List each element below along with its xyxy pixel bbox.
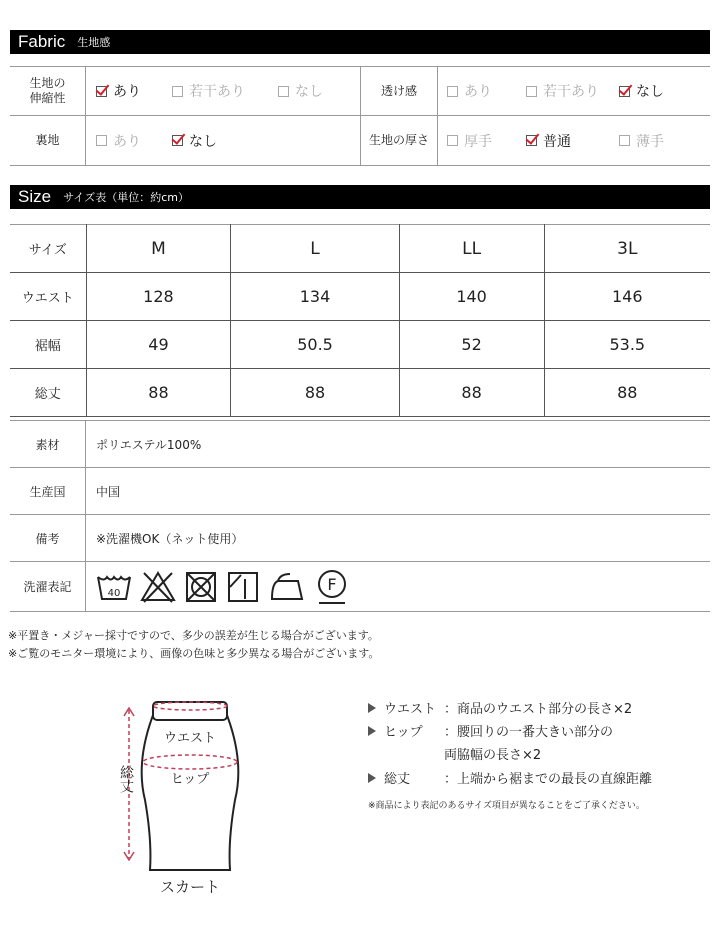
waistband (153, 702, 227, 720)
no-bleach-icon (142, 573, 174, 602)
table-cell: 88 (544, 369, 710, 417)
svg-text:40: 40 (107, 587, 121, 599)
size-title: Size (18, 187, 52, 206)
lining-option-no: なし (172, 116, 217, 165)
table-cell: 52 (399, 321, 544, 369)
care-icons (86, 562, 356, 611)
checkbox-checked-icon (172, 135, 183, 146)
checkbox-checked-icon (526, 135, 537, 146)
origin-value: 中国 (96, 484, 121, 499)
thickness-option-thick: 厚手 (447, 116, 492, 165)
note-1: ※平置き・メジャー採寸ですので、多少の誤差が生じる場合がございます。 (8, 629, 379, 642)
table-cell: 88 (86, 369, 231, 417)
sheer-label: 透け感 (360, 67, 438, 115)
diagram-hip-label: ヒップ (170, 772, 210, 787)
stretch-label: 生地の 伸縮性 (10, 67, 86, 115)
desc-hip: ヒップ ：腰回りの一番大きい部分の (368, 721, 613, 740)
remarks-label: 備考 (10, 515, 86, 561)
checkbox-checked-icon (96, 86, 107, 97)
fabric-subtitle: 生地感 (77, 36, 111, 49)
size-table (10, 224, 710, 417)
product-info-table (10, 420, 710, 612)
size-3l: 3L (544, 225, 710, 273)
row-label-length: 総丈 (10, 369, 86, 417)
table-cell: 50.5 (231, 321, 399, 369)
fabric-table (10, 66, 710, 166)
desc-length: 総丈 ：上端から裾までの最長の直線距離 (368, 768, 652, 787)
table-cell: 88 (231, 369, 399, 417)
thickness-label: 生地の厚さ (360, 116, 438, 165)
sheer-option-slight: 若干あり (526, 67, 599, 115)
iron-low-icon (272, 574, 302, 599)
fabric-header (10, 30, 710, 54)
triangle-icon (368, 703, 376, 713)
table-cell: 134 (231, 273, 399, 321)
checkbox-empty-icon (447, 86, 458, 97)
care-symbols (96, 569, 356, 605)
triangle-icon (368, 726, 376, 736)
table-cell: 53.5 (544, 321, 710, 369)
thickness-option-normal: 普通 (526, 116, 571, 165)
table-cell: 49 (86, 321, 231, 369)
table-cell: 128 (86, 273, 231, 321)
table-cell: 140 (399, 273, 544, 321)
triangle-icon (368, 773, 376, 783)
skirt-diagram (110, 690, 270, 895)
table-cell: 146 (544, 273, 710, 321)
stretch-option-no: なし (278, 67, 323, 115)
desc-hip-cont: 両脇幅の長さ×2 (444, 748, 542, 763)
remarks-value: ※洗濯機OK（ネット使用） (96, 531, 244, 546)
material-label: 素材 (10, 421, 86, 467)
care-label: 洗濯表記 (10, 562, 86, 611)
stretch-option-yes: あり (96, 67, 141, 115)
size-subtitle: サイズ表（単位：約cm） (63, 191, 189, 204)
row-label-waist: ウエスト (10, 273, 86, 321)
size-corner: サイズ (10, 225, 86, 273)
wash-40-icon (98, 577, 130, 599)
no-tumble-dry-icon (187, 573, 215, 601)
row-label-hem: 裾幅 (10, 321, 86, 369)
checkbox-empty-icon (96, 135, 107, 146)
note-2: ※ご覧のモニター環境により、画像の色味と多少異なる場合がございます。 (8, 647, 380, 660)
sheer-option-no: なし (619, 67, 664, 115)
desc-waist: ウエスト ：商品のウエスト部分の長さ×2 (368, 698, 632, 717)
size-item-note: ※商品により表記のあるサイズ項目が異なることをご了承ください。 (368, 801, 645, 811)
diagram-length-label: 総丈 (118, 765, 134, 793)
size-l: L (231, 225, 399, 273)
diagram-waist-label: ウエスト (163, 731, 217, 746)
hip-line (143, 755, 237, 769)
fabric-title: Fabric (18, 32, 66, 51)
table-cell: 88 (399, 369, 544, 417)
size-ll: LL (399, 225, 544, 273)
lining-option-yes: あり (96, 116, 141, 165)
dry-clean-f-icon (319, 571, 345, 603)
sheer-option-yes: あり (447, 67, 492, 115)
svg-text:F: F (327, 574, 337, 594)
drip-dry-icon (229, 573, 257, 601)
lining-label: 裏地 (10, 116, 86, 165)
checkbox-empty-icon (278, 86, 289, 97)
diagram-name-label: スカート (159, 878, 221, 895)
size-m: M (86, 225, 231, 273)
checkbox-empty-icon (619, 135, 630, 146)
checkbox-empty-icon (447, 135, 458, 146)
size-header (10, 185, 710, 209)
checkbox-empty-icon (526, 86, 537, 97)
stretch-option-slight: 若干あり (172, 67, 245, 115)
checkbox-empty-icon (172, 86, 183, 97)
origin-label: 生産国 (10, 468, 86, 514)
checkbox-checked-icon (619, 86, 630, 97)
material-value: ポリエステル100% (96, 437, 202, 452)
thickness-option-thin: 薄手 (619, 116, 664, 165)
